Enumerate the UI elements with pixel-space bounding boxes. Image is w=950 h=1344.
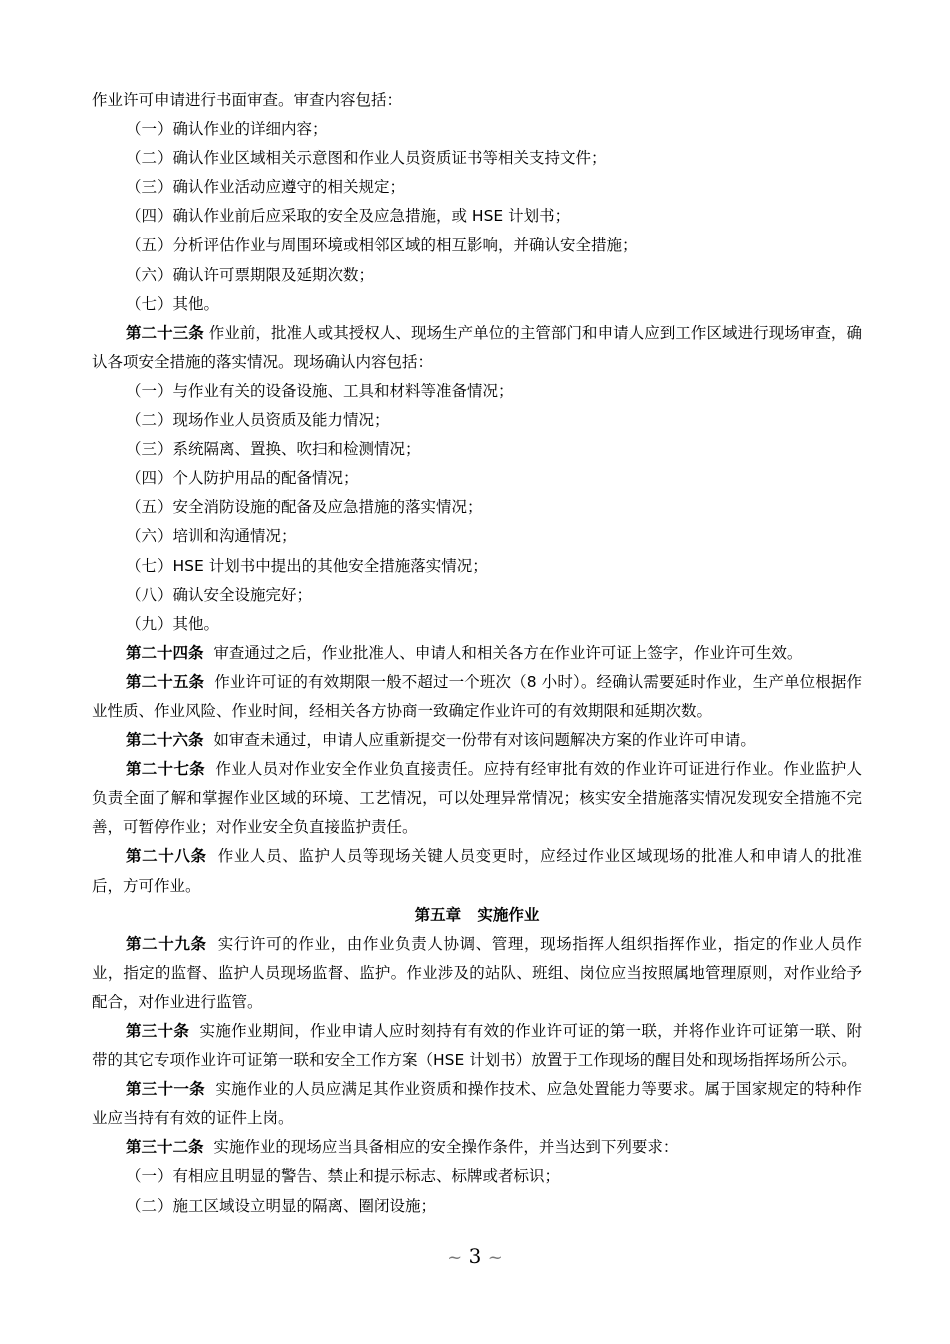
- article-30: [92, 1017, 862, 1075]
- article-27: [92, 755, 862, 842]
- list-item: （九）其他。: [126, 614, 220, 633]
- article-number: 第二十五条: [126, 672, 205, 691]
- list-item: （二）施工区域设立明显的隔离、圈闭设施；: [126, 1196, 437, 1215]
- list-item: （七）其他。: [126, 294, 220, 313]
- conditions-list: [92, 1162, 862, 1220]
- article-text: 作业人员对作业安全作业负直接责任。应持有经审批有效的作业许可证进行作业。作业监护人负责全面了解和掌握作业区域的环境、工艺情况，可以处理异常情况；核实安全措施落实情况发现安全措施不完善，可暂停作业；对作业安全负直接监护责任。: [92, 760, 862, 837]
- list-item: （四）个人防护用品的配备情况；: [126, 469, 359, 488]
- list-item: （七）HSE 计划书中提出的其他安全措施落实情况；: [126, 556, 488, 575]
- article-29: [92, 930, 862, 1017]
- article-number: 第二十四条: [126, 643, 204, 662]
- list-item: （三）系统隔离、置换、吹扫和检测情况；: [126, 440, 421, 459]
- page-footer: [0, 1244, 950, 1268]
- article-number: 第三十一条: [126, 1080, 205, 1099]
- article-text: 作业前，批准人或其授权人、现场生产单位的主管部门和申请人应到工作区域进行现场审查，确认各项安全措施的落实情况。现场确认内容包括：: [92, 323, 862, 371]
- article-text: 作业许可证的有效期限一般不超过一个班次（8 小时）。经确认需要延时作业，生产单位根据作业性质、作业风险、作业时间，经相关各方协商一致确定作业许可的有效期限和延期次数。: [92, 672, 862, 720]
- list-item: （六）培训和沟通情况；: [126, 527, 297, 546]
- list-item: （一）有相应且明显的警告、禁止和提示标志、标牌或者标识；: [126, 1167, 561, 1186]
- article-24: [92, 639, 862, 668]
- article-number: 第二十三条: [126, 323, 204, 342]
- chapter-number: 第五章: [414, 905, 462, 924]
- footer-tilde-left: ~: [447, 1247, 463, 1268]
- article-32: [92, 1133, 862, 1162]
- intro-paragraph: 作业许可申请进行书面审查。审查内容包括：: [92, 91, 403, 109]
- review-items-list: [92, 115, 862, 319]
- chapter-heading: [92, 901, 862, 930]
- article-23: [92, 319, 862, 377]
- list-item: （六）确认许可票期限及延期次数；: [126, 265, 375, 284]
- article-number: 第三十二条: [126, 1138, 204, 1157]
- article-number: 第三十条: [126, 1022, 190, 1040]
- article-text: 作业人员、监护人员等现场关键人员变更时，应经过作业区域现场的批准人和申请人的批准后，方可作业。: [92, 847, 862, 895]
- article-number: 第二十六条: [126, 731, 204, 750]
- list-item: （五）分析评估作业与周围环境或相邻区域的相互影响，并确认安全措施；: [126, 236, 638, 255]
- article-31: [92, 1075, 862, 1133]
- article-28: [92, 842, 862, 900]
- site-items-list: [92, 377, 862, 639]
- article-number: 第二十九条: [126, 934, 207, 953]
- list-item: （二）确认作业区域相关示意图和作业人员资质证书等相关支持文件；: [126, 149, 607, 168]
- article-text: 实施作业的人员应满足其作业资质和操作技术、应急处置能力等要求。属于国家规定的特种作业应当持有有效的证件上岗。: [92, 1080, 862, 1128]
- list-item: （八）确认安全设施完好；: [126, 585, 313, 604]
- list-item: （五）安全消防设施的配备及应急措施的落实情况；: [126, 498, 483, 517]
- document-body: [92, 86, 862, 1221]
- article-text: 审查通过之后，作业批准人、申请人和相关各方在作业许可证上签字，作业许可生效。: [213, 643, 803, 662]
- footer-tilde-right: ~: [487, 1247, 503, 1268]
- list-item: （四）确认作业前后应采取的安全及应急措施，或 HSE 计划书；: [126, 207, 571, 226]
- page-number: 3: [468, 1244, 482, 1268]
- list-item: （一）与作业有关的设备设施、工具和材料等准备情况；: [126, 381, 514, 400]
- article-number: 第二十七条: [126, 760, 205, 779]
- article-text: 实施作业期间，作业申请人应时刻持有有效的作业许可证的第一联，并将作业许可证第一联、附带的其它专项作业许可证第一联和安全工作方案（HSE 计划书）放置于工作现场的醒目处和现场指挥场所公示。: [92, 1022, 862, 1070]
- list-item: （一）确认作业的详细内容；: [126, 120, 328, 139]
- list-item: （二）现场作业人员资质及能力情况；: [126, 411, 390, 430]
- article-25: [92, 668, 862, 726]
- article-26: [92, 726, 862, 755]
- article-text: 实施作业的现场应当具备相应的安全操作条件，并当达到下列要求：: [213, 1138, 679, 1157]
- article-number: 第二十八条: [126, 847, 207, 866]
- list-item: （三）确认作业活动应遵守的相关规定；: [126, 178, 406, 197]
- article-text: 如审查未通过，申请人应重新提交一份带有对该问题解决方案的作业许可申请。: [213, 731, 756, 750]
- chapter-title: 实施作业: [477, 905, 540, 924]
- article-text: 实行许可的作业，由作业负责人协调、管理，现场指挥人组织指挥作业，指定的作业人员作业，指定的监督、监护人员现场监督、监护。作业涉及的站队、班组、岗位应当按照属地管理原则，对作业给予配合，对作业进行监管。: [92, 934, 862, 1011]
